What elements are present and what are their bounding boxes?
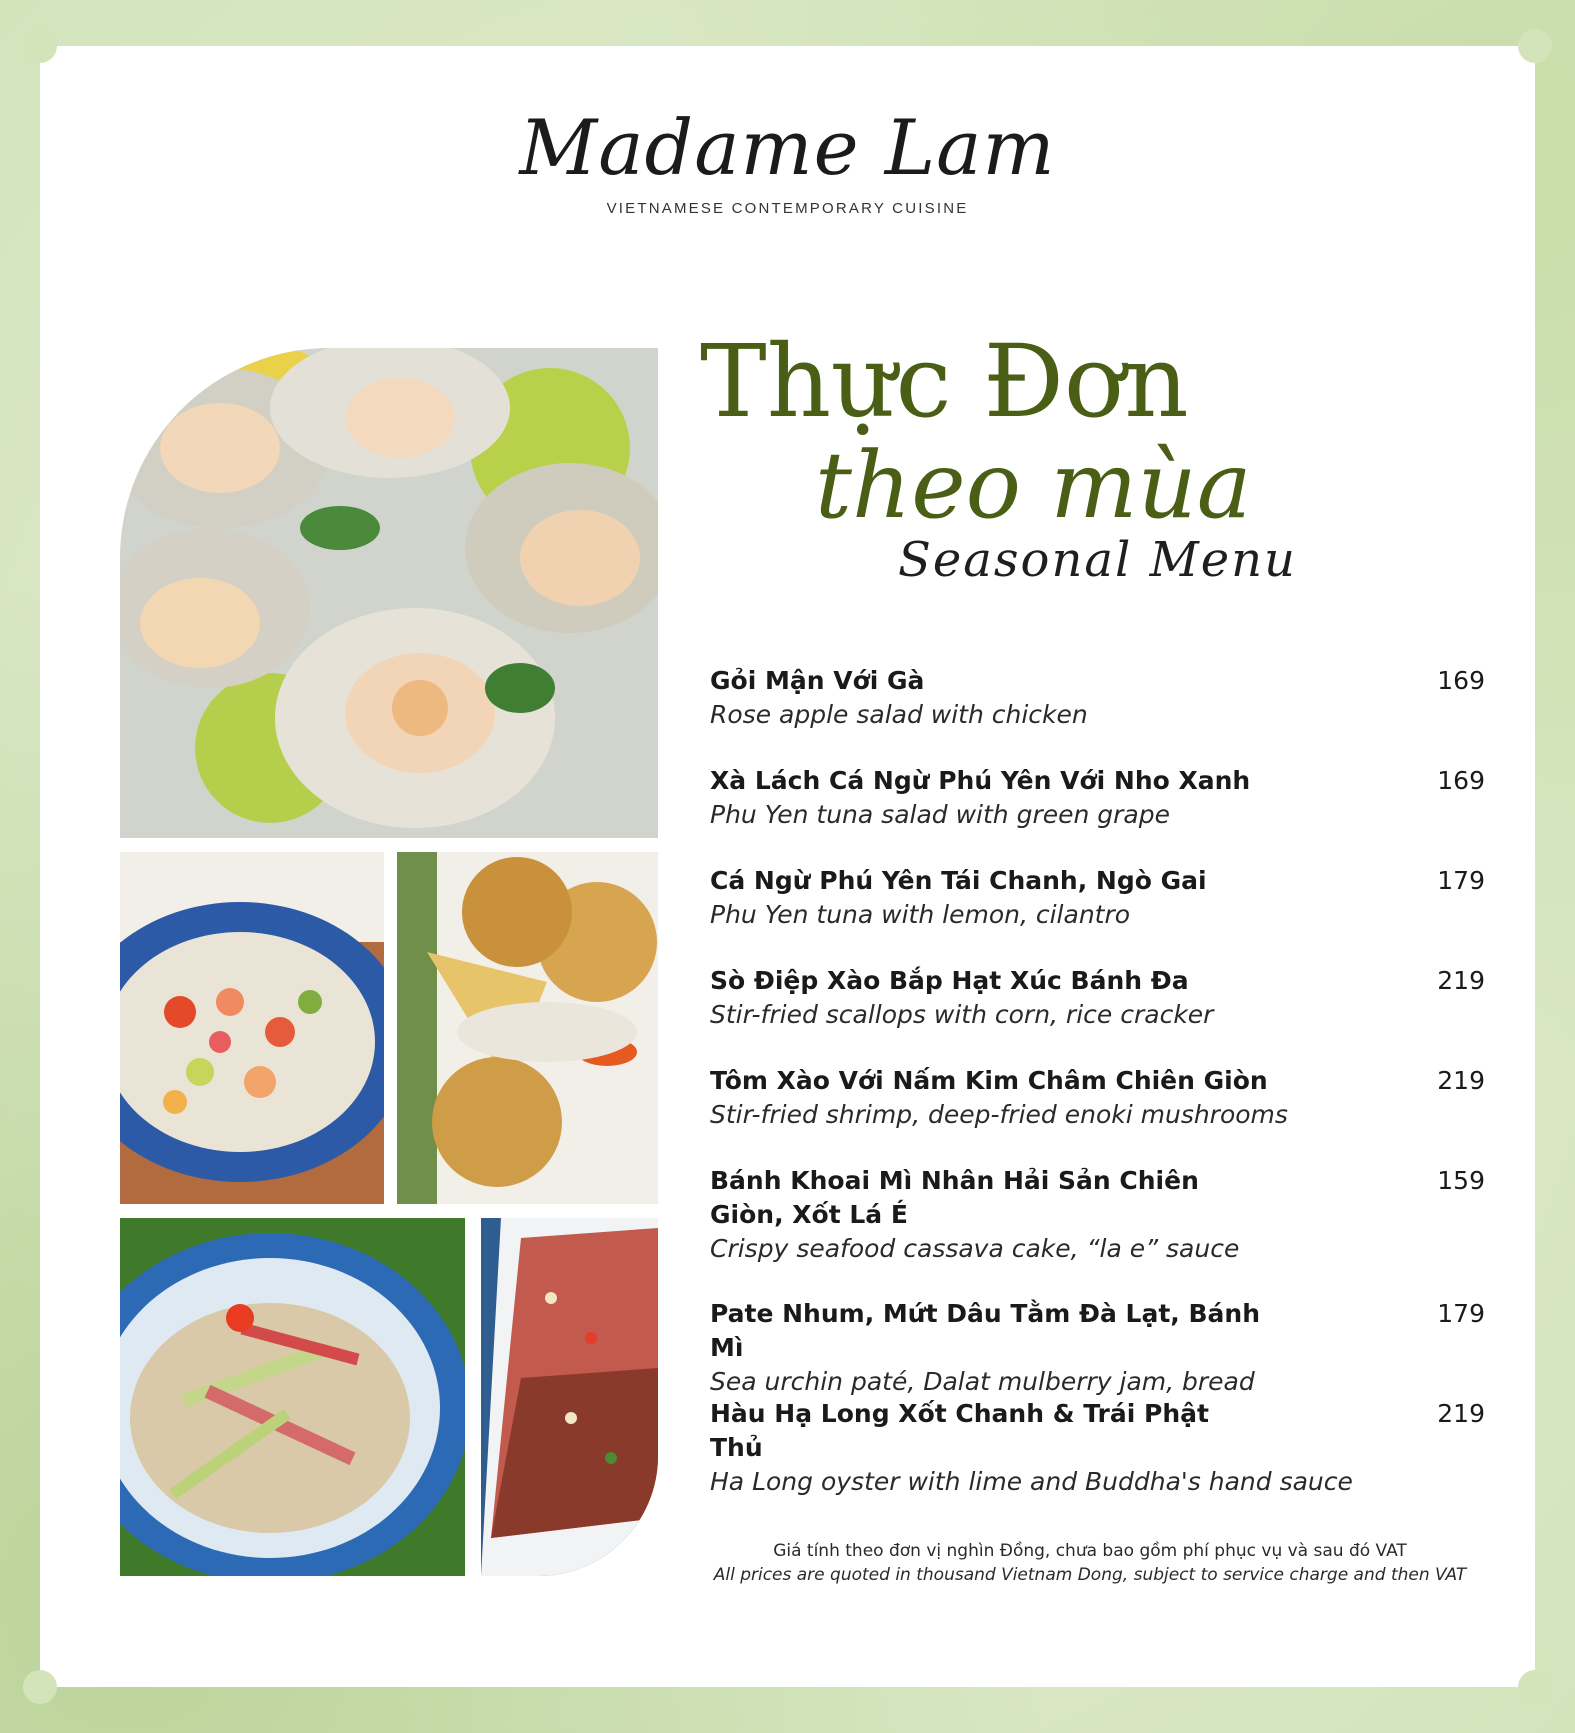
- menu-list: [710, 664, 1485, 1497]
- sliced-tuna-photo: [481, 1218, 658, 1576]
- item-price: 219: [1437, 1399, 1485, 1428]
- tuna-salad-photo: [120, 852, 384, 1204]
- item-description: Stir-fried shrimp, deep-fried enoki mushrooms: [710, 1100, 1288, 1129]
- brand-tagline: VIETNAMESE CONTEMPORARY CUISINE: [606, 200, 969, 217]
- title-vietnamese-line2: theo mùa: [815, 432, 1252, 539]
- menu-item: [710, 1064, 1485, 1164]
- item-name: Bánh Khoai Mì Nhân Hải Sản Chiên Giòn, Xốt Lá É: [710, 1166, 1199, 1229]
- item-price: 169: [1437, 666, 1485, 695]
- title-vietnamese-line1: Thực Đơn: [700, 323, 1189, 440]
- menu-item: [710, 964, 1485, 1064]
- item-name: Pate Nhum, Mứt Dâu Tằm Đà Lạt, Bánh Mì: [710, 1299, 1261, 1362]
- menu-item: [710, 664, 1485, 764]
- item-price: 159: [1437, 1166, 1485, 1195]
- item-name: Xà Lách Cá Ngừ Phú Yên Với Nho Xanh: [710, 766, 1251, 795]
- item-price: 179: [1437, 866, 1485, 895]
- item-price: 169: [1437, 766, 1485, 795]
- item-name: Cá Ngừ Phú Yên Tái Chanh, Ngò Gai: [710, 866, 1207, 895]
- brand-name: Madame Lam: [519, 103, 1056, 192]
- item-description: Rose apple salad with chicken: [710, 700, 1088, 729]
- item-price: 219: [1437, 1066, 1485, 1095]
- cassava-cake-photo: [397, 852, 658, 1204]
- item-description: Stir-fried scallops with corn, rice cracker: [710, 1000, 1214, 1029]
- item-name: Tôm Xào Với Nấm Kim Châm Chiên Giòn: [710, 1066, 1268, 1095]
- corner-scallop: [23, 1670, 57, 1704]
- footer-note-vietnamese: Giá tính theo đơn vị nghìn Đồng, chưa bao gồm phí phục vụ và sau đó VAT: [773, 1541, 1407, 1561]
- corner-scallop: [1518, 29, 1552, 63]
- footer-note-english: All prices are quoted in thousand Vietnam Dong, subject to service charge and then VAT: [713, 1565, 1467, 1585]
- item-description: Phu Yen tuna salad with green grape: [710, 800, 1170, 829]
- menu-item: [710, 864, 1485, 964]
- oyster-photo: [120, 348, 658, 838]
- rose-apple-salad-photo: [120, 1218, 465, 1576]
- corner-scallop: [1518, 1670, 1552, 1704]
- menu-item: [710, 1297, 1485, 1397]
- item-name: Gỏi Mận Với Gà: [710, 666, 925, 695]
- item-description: Sea urchin paté, Dalat mulberry jam, bread: [710, 1367, 1255, 1396]
- item-description: Ha Long oyster with lime and Buddha's hand sauce: [710, 1467, 1353, 1496]
- item-price: 179: [1437, 1299, 1485, 1328]
- item-price: 219: [1437, 966, 1485, 995]
- item-name: Hàu Hạ Long Xốt Chanh & Trái Phật Thủ: [710, 1399, 1209, 1462]
- title-english: Seasonal Menu: [898, 532, 1297, 588]
- menu-item: [710, 1164, 1485, 1297]
- item-description: Phu Yen tuna with lemon, cilantro: [710, 900, 1131, 929]
- menu-item: [710, 1397, 1485, 1497]
- menu-item: [710, 764, 1485, 864]
- corner-scallop: [23, 29, 57, 63]
- brand-logo: [0, 103, 1575, 217]
- item-description: Crispy seafood cassava cake, “la e” sauce: [710, 1234, 1240, 1263]
- item-name: Sò Điệp Xào Bắp Hạt Xúc Bánh Đa: [710, 966, 1189, 995]
